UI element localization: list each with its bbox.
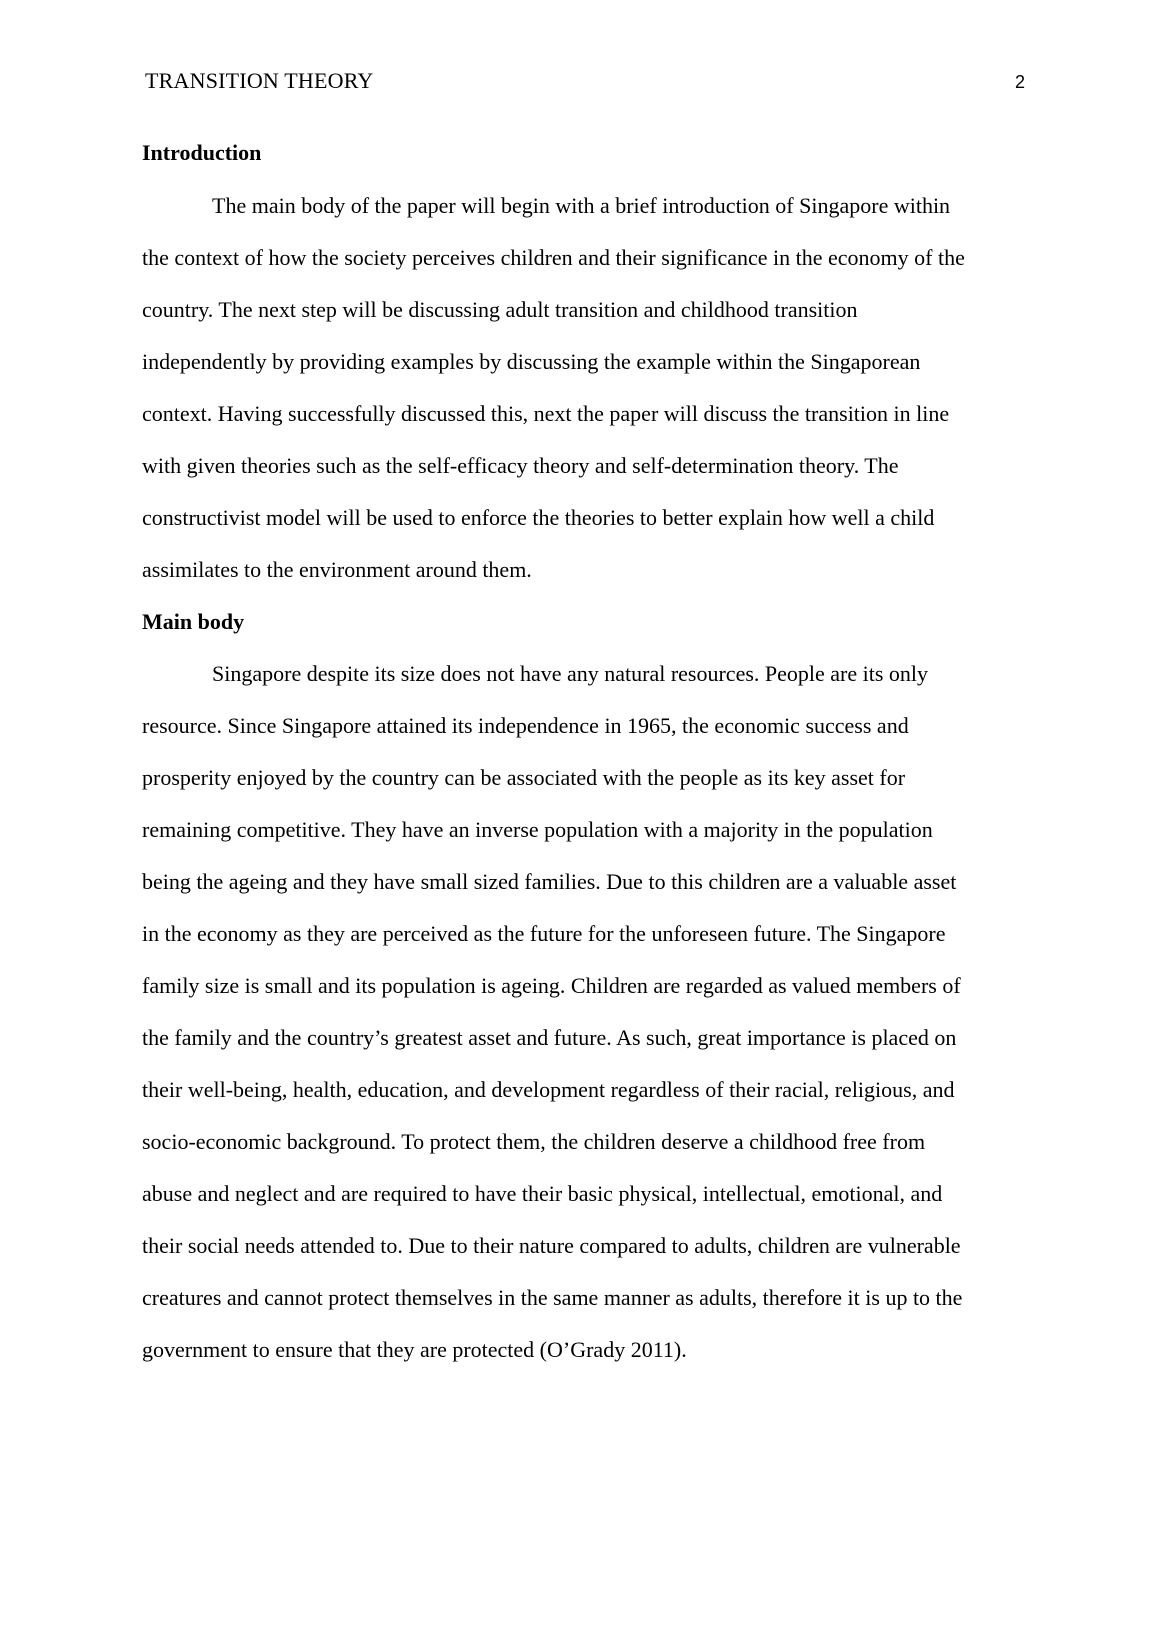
paragraph-line: being the ageing and they have small sized families. Due to this children are a valuable asset [142, 869, 957, 894]
paragraph-line: remaining competitive. They have an inverse population with a majority in the population [142, 817, 933, 842]
paragraph-line: Singapore despite its size does not have any natural resources. People are its only [212, 661, 929, 686]
introduction-heading: Introduction [142, 140, 262, 165]
main-body-heading: Main body [142, 609, 245, 634]
paragraph-line: context. Having successfully discussed this, next the paper will discuss the transition in line [142, 401, 950, 426]
paragraph-line: their social needs attended to. Due to their nature compared to adults, children are vulnerable [142, 1233, 961, 1258]
paragraph-line: government to ensure that they are protected (O’Grady 2011). [142, 1337, 687, 1362]
paragraph-line: with given theories such as the self-efficacy theory and self-determination theory. The [142, 453, 899, 478]
paragraph-line: assimilates to the environment around them. [142, 557, 532, 582]
paragraph-line: country. The next step will be discussing adult transition and childhood transition [142, 297, 858, 322]
paragraph-line: prosperity enjoyed by the country can be associated with the people as its key asset for [142, 765, 906, 790]
paragraph-line: socio-economic background. To protect them, the children deserve a childhood free from [142, 1129, 926, 1154]
paragraph-line: the family and the country’s greatest asset and future. As such, great importance is placed on [142, 1025, 957, 1050]
paragraph-line: constructivist model will be used to enforce the theories to better explain how well a child [142, 505, 935, 530]
paragraph-line: independently by providing examples by discussing the example within the Singaporean [142, 349, 921, 374]
paragraph-line: the context of how the society perceives children and their significance in the economy of the [142, 245, 965, 270]
running-head: TRANSITION THEORY [145, 68, 374, 93]
paragraph-line: resource. Since Singapore attained its independence in 1965, the economic success and [142, 713, 909, 738]
paragraph-line: in the economy as they are perceived as the future for the unforeseen future. The Singapore [142, 921, 946, 946]
paragraph-line: creatures and cannot protect themselves in the same manner as adults, therefore it is up to the [142, 1285, 963, 1310]
main-body-paragraph [142, 648, 1030, 1376]
document-body [142, 126, 1030, 1376]
paragraph-line: The main body of the paper will begin with a brief introduction of Singapore within [212, 193, 951, 218]
paragraph-line: their well-being, health, education, and development regardless of their racial, religious, and [142, 1077, 955, 1102]
paragraph-line: family size is small and its population is ageing. Children are regarded as valued members of [142, 973, 961, 998]
paragraph-line: abuse and neglect and are required to have their basic physical, intellectual, emotional, and [142, 1181, 943, 1206]
page-number: 2 [1014, 72, 1025, 92]
introduction-paragraph [142, 180, 1030, 596]
